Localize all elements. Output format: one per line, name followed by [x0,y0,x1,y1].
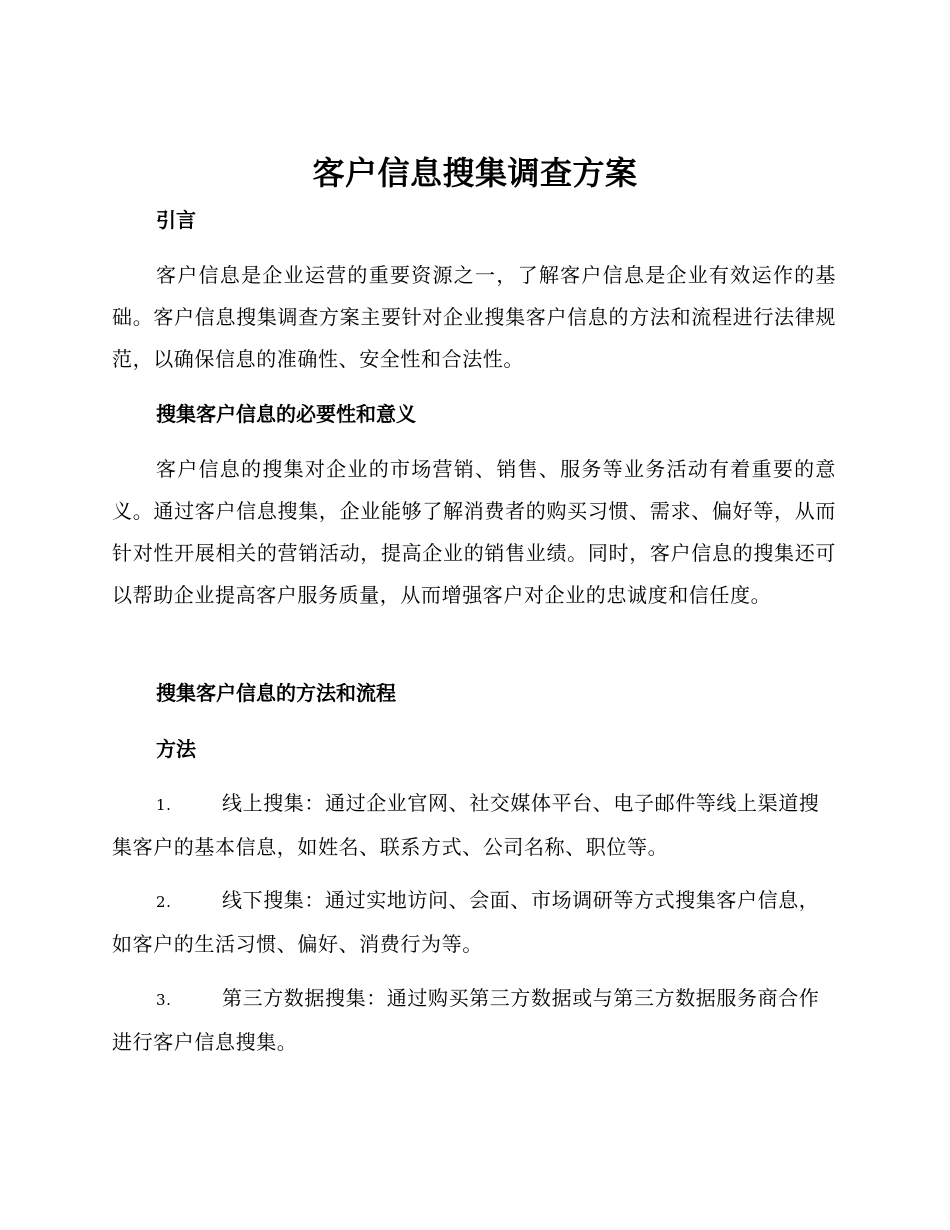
list-item [112,879,836,965]
subsection-heading-methods: 方法 [156,737,196,761]
section-heading-necessity: 搜集客户信息的必要性和意义 [156,402,416,426]
section-heading-methods-process: 搜集客户信息的方法和流程 [156,681,396,705]
list-item-number: 2. [156,893,172,911]
list-item [112,782,836,868]
list-item-text: 线上搜集：通过企业官网、社交媒体平台、电子邮件等线上渠道搜集客户的基本信息，如姓名、联系方式、公司名称、职位等。 [112,791,820,859]
list-item-text: 线下搜集：通过实地访问、会面、市场调研等方式搜集客户信息，如客户的生活习惯、偏好、消费行为等。 [112,888,820,956]
section-heading-intro: 引言 [156,208,196,232]
necessity-paragraph: 客户信息的搜集对企业的市场营销、销售、服务等业务活动有着重要的意义。通过客户信息搜集，企业能够了解消费者的购买习惯、需求、偏好等，从而针对性开展相关的营销活动，提高企业的销售业绩。同时，客户信息的搜集还可以帮助企业提高客户服务质量，从而增强客户对企业的忠诚度和信任度。 [112,457,836,607]
list-item [112,977,836,1063]
document-title: 客户信息搜集调查方案 [312,154,638,192]
list-item-number: 1. [156,796,172,814]
intro-paragraph: 客户信息是企业运营的重要资源之一，了解客户信息是企业有效运作的基础。客户信息搜集调查方案主要针对企业搜集客户信息的方法和流程进行法律规范，以确保信息的准确性、安全性和合法性。 [112,263,836,371]
list-item-number: 3. [156,991,172,1009]
list-item-text: 第三方数据搜集：通过购买第三方数据或与第三方数据服务商合作进行客户信息搜集。 [112,986,820,1054]
